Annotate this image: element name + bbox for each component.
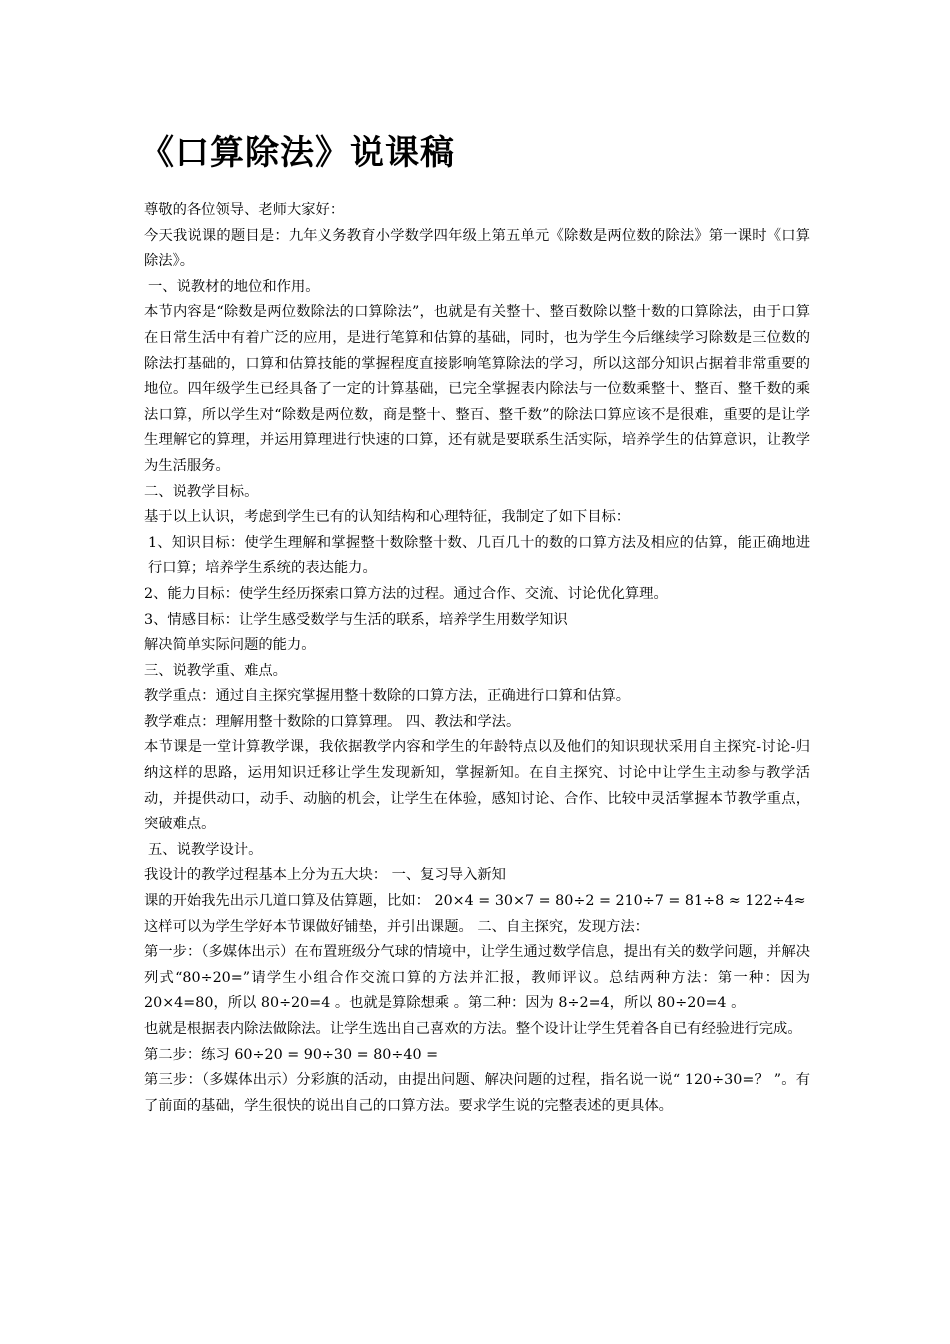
section-heading-textbook: 一、说教材的地位和作用。 <box>148 278 320 295</box>
section-heading-design: 五、说教学设计。 <box>148 841 263 858</box>
paragraph-greeting: 尊敬的各位领导、老师大家好： <box>144 202 345 218</box>
paragraph-step-one: 第一步：（多媒体出示）在布置班级分气球的情境中，让学生通过数学信息，提出有关的数学问题，并解决列式“80÷20=”请学生小组合作交流口算的方法并汇报，教师评议。总结两种方法：第一种：因为 20×4=80，所以 80÷20=4 。也就是算除想乘 。第二种：因为 8÷2=4，所以 80÷20=4 。 <box>144 944 810 1012</box>
paragraph-goal-emotion: 3、情感目标：让学生感受数学与生活的联系，培养学生用数学知识 <box>144 611 568 628</box>
paragraph-goal-emotion-cont: 解决简单实际问题的能力。 <box>144 637 316 654</box>
paragraph-goal-ability: 2、能力目标：使学生经历探索口算方法的过程。通过合作、交流、讨论优化算理。 <box>144 585 668 602</box>
paragraph-step-two: 第二步：练习 60÷20 = 90÷30 = 80÷40 = <box>144 1046 439 1063</box>
paragraph-goal-knowledge: 1、知识目标：使学生理解和掌握整十数除整十数、几百几十的数的口算方法及相应的估算，能正确地进行口算；培养学生系统的表达能力。 <box>148 534 810 577</box>
paragraph-explore-intro: 这样可以为学生学好本节课做好铺垫，并引出课题。 二、自主探究，发现方法： <box>144 918 649 935</box>
document-title: 《口算除法》说课稿 <box>140 133 455 173</box>
paragraph-textbook: 本节内容是“除数是两位数除法的口算除法”，也就是有关整十、整百数除以整十数的口算除法，由于口算在日常生活中有着广泛的应用，是进行笔算和估算的基础，同时，也为学生今后继续学习除数是三位数的除法打基础的，口算和估算技能的掌握程度直接影响笔算除法的学习，所以这部分知识占据着非常重要的地位。四年级学生已经具备了一定的计算基础，已完全掌握表内除法与一位数乘整十、整百、整千数的乘法口算，所以学生对“除数是两位数，商是整十、整百、整千数”的除法口算应该不是很难，重要的是让学生理解它的算理，并运用算理进行快速的口算，还有就是要联系生活实际，培养学生的估算意识，让教学为生活服务。 <box>144 304 810 474</box>
paragraph-goals-intro: 基于以上认识，考虑到学生已有的认知结构和心理特征，我制定了如下目标： <box>144 509 631 526</box>
paragraph-design-intro: 我设计的教学过程基本上分为五大块： 一、复习导入新知 <box>144 867 506 884</box>
paragraph-step-one-cont: 也就是根据表内除法做除法。让学生选出自己喜欢的方法。整个设计让学生凭着各自已有经验进行完成。 <box>144 1021 802 1037</box>
section-heading-goals: 二、说教学目标。 <box>144 483 259 500</box>
paragraph-difficulty: 教学难点：理解用整十数除的口算算理。 四、教法和学法。 <box>144 713 521 730</box>
paragraph-step-three: 第三步：（多媒体出示）分彩旗的活动，由提出问题、解决问题的过程，指名说一说“ 120÷30=？ ”。有了前面的基础，学生很快的说出自己的口算方法。要求学生说的完整表述的更具体。 <box>144 1072 810 1114</box>
section-heading-keypoints: 三、说教学重、难点。 <box>144 662 287 679</box>
paragraph-keypoint: 教学重点：通过自主探究掌握用整十数除的口算方法，正确进行口算和估算。 <box>144 688 631 705</box>
document-body <box>144 198 810 1119</box>
paragraph-review-problems: 课的开始我先出示几道口算及估算题，比如： 20×4 = 30×7 = 80÷2 = 210÷7 = 81÷8 ≈ 122÷4≈ <box>144 893 806 910</box>
paragraph-topic: 今天我说课的题目是：九年义务教育小学数学四年级上第五单元《除数是两位数的除法》第一课时《口算除法》。 <box>144 227 810 270</box>
paragraph-methods: 本节课是一堂计算教学课，我依据教学内容和学生的年龄特点以及他们的知识现状采用自主探究-讨论-归纳这样的思路，运用知识迁移让学生发现新知，掌握新知。在自主探究、讨论中让学生主动参与教学活动，并提供动口，动手、动脑的机会，让学生在体验，感知讨论、合作、比较中灵活掌握本节教学重点，突破难点。 <box>144 739 810 833</box>
